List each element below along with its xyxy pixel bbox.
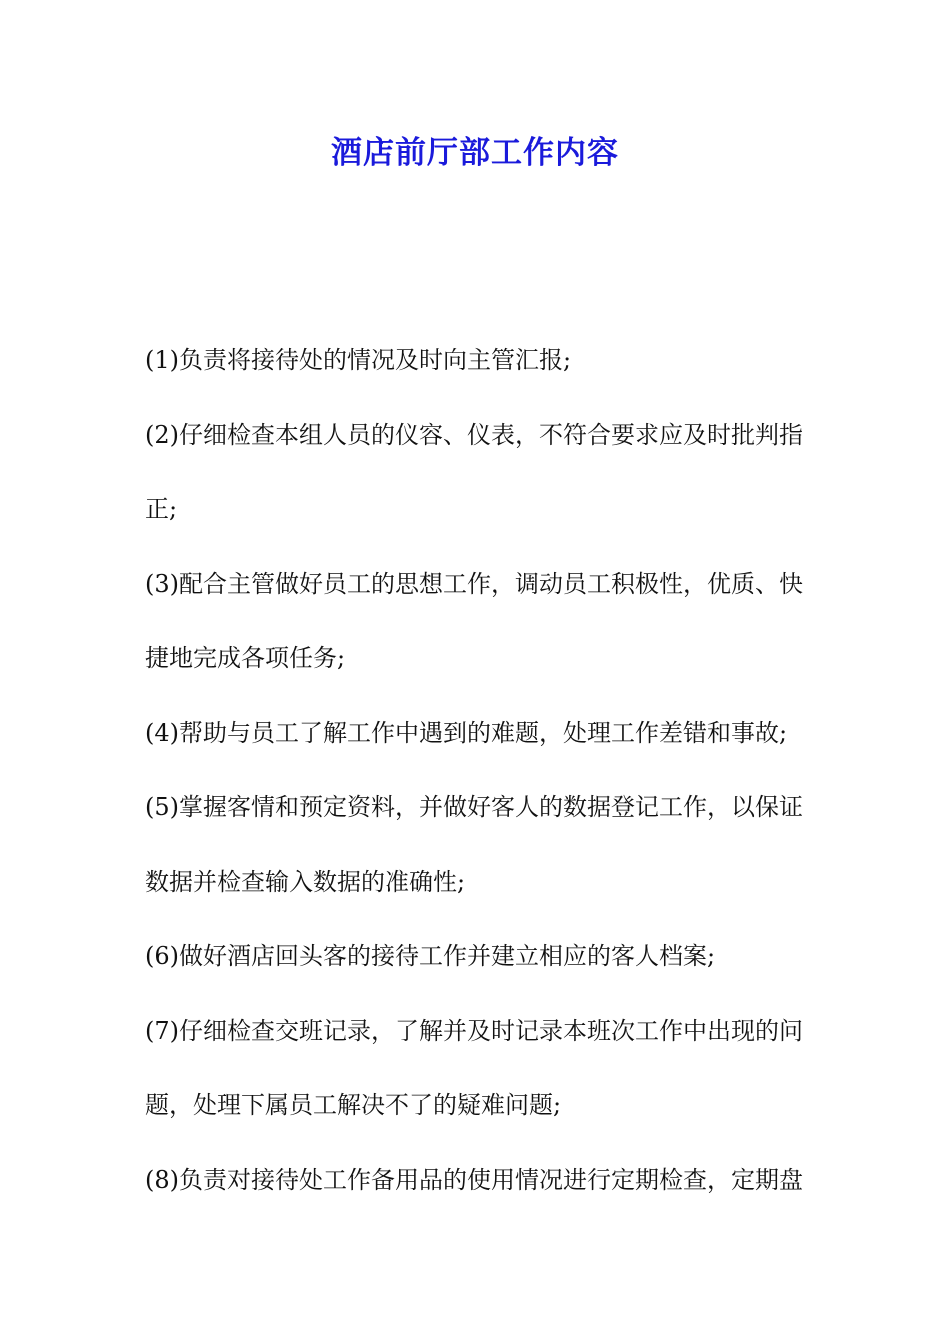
- paragraph-6: [145, 931, 810, 981]
- paragraph-8: [145, 1155, 810, 1205]
- paragraph-line: (3)配合主管做好员工的思想工作，调动员工积极性，优质、快: [145, 569, 803, 598]
- paragraph-line: 捷地完成各项任务;: [145, 644, 346, 672]
- paragraph-line: 题，处理下属员工解决不了的疑难问题;: [145, 1091, 562, 1119]
- document-body: [145, 335, 810, 1229]
- paragraph-4: [145, 708, 810, 758]
- paragraph-line: (2)仔细检查本组人员的仪容、仪表，不符合要求应及时批判指: [145, 420, 803, 449]
- paragraph-5: [145, 782, 810, 907]
- document-title: 酒店前厅部工作内容: [331, 135, 619, 171]
- paragraph-7: [145, 1006, 810, 1131]
- paragraph-line: (8)负责对接待处工作备用品的使用情况进行定期检查，定期盘: [145, 1165, 803, 1194]
- paragraph-line: (4)帮助与员工了解工作中遇到的难题，处理工作差错和事故;: [145, 718, 788, 747]
- paragraph-line: (1)负责将接待处的情况及时向主管汇报;: [145, 346, 572, 374]
- paragraph-1: [145, 335, 810, 385]
- paragraph-line: (6)做好酒店回头客的接待工作并建立相应的客人档案;: [145, 942, 716, 970]
- paragraph-line: 正;: [145, 495, 178, 523]
- paragraph-line: (7)仔细检查交班记录，了解并及时记录本班次工作中出现的问: [145, 1016, 803, 1045]
- paragraph-2: [145, 410, 810, 535]
- paragraph-line: (5)掌握客情和预定资料，并做好客人的数据登记工作，以保证: [145, 793, 803, 821]
- paragraph-3: [145, 559, 810, 684]
- paragraph-line: 数据并检查输入数据的准确性;: [145, 867, 466, 896]
